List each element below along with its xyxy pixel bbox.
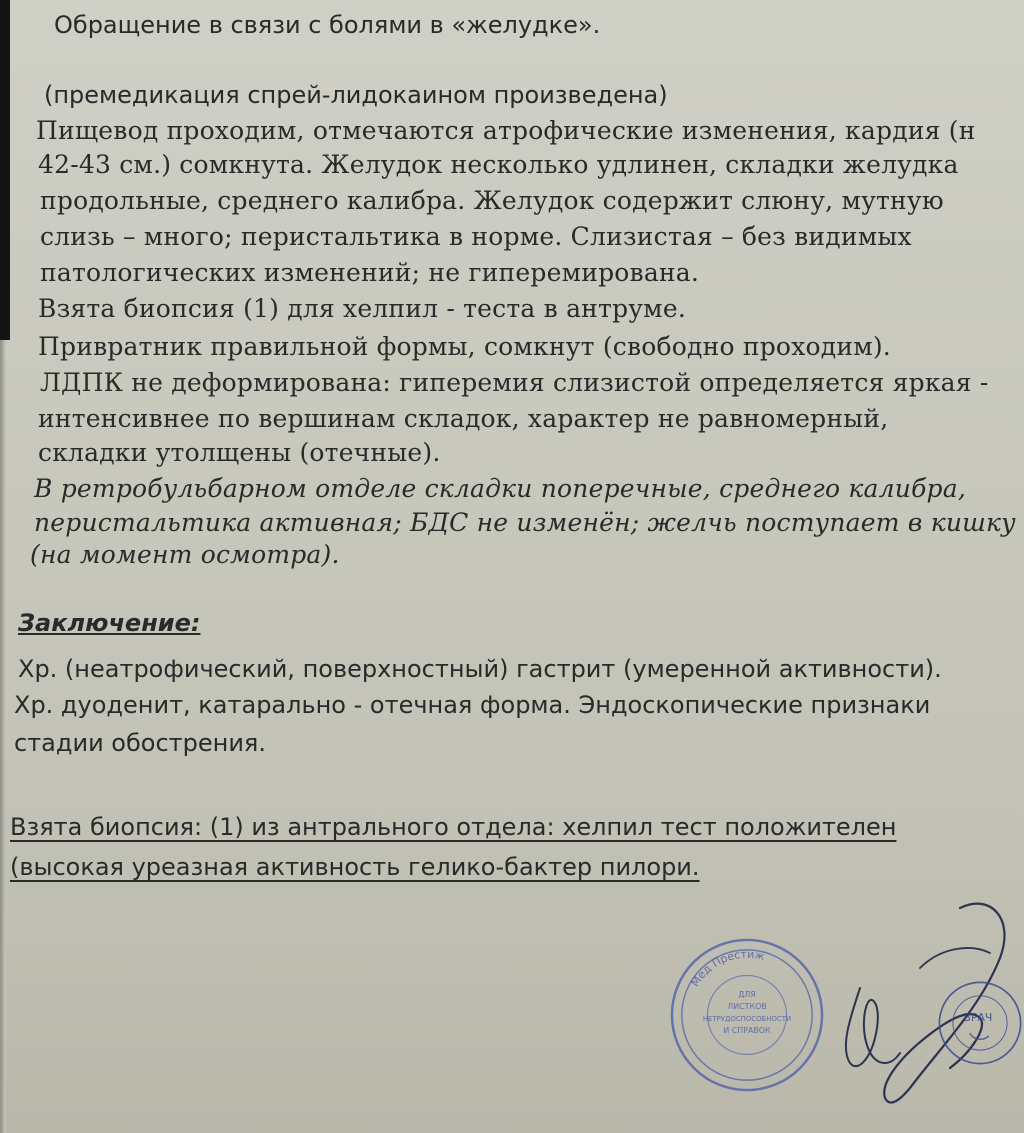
findings-line: Привратник правильной формы, сомкнут (свободно проходим). — [38, 332, 891, 361]
stamp-line: И СПРАВОК — [723, 1025, 771, 1035]
conclusion-line: Хр. (неатрофический, поверхностный) гастрит (умеренной активности). — [18, 655, 942, 683]
conclusion-line: Хр. дуоденит, катарально - отечная форма. Эндоскопические признаки — [14, 691, 931, 719]
conclusion-line: стадии обострения. — [14, 729, 266, 757]
retrobulbar-line: перистальтика активная; БДС не изменён; желчь поступает в кишку — [34, 508, 1016, 537]
doctor-stamp — [936, 958, 1024, 1088]
page-edge-shadow — [0, 0, 10, 340]
biopsy-result-line: Взята биопсия: (1) из антрального отдела: хелпил тест положителен — [10, 813, 897, 841]
findings-line: интенсивнее по вершинам складок, характер не равномерный, — [38, 404, 889, 433]
stamp-line: НЕТРУДОСПОСОБНОСТИ — [702, 1014, 792, 1023]
retrobulbar-line: (на момент осмотра). — [30, 540, 340, 569]
stamp-ring-text: Мед Престиж — [688, 947, 766, 989]
intro-line: Обращение в связи с болями в «желудке». — [54, 11, 601, 39]
svg-text:Мед Престиж — [688, 948, 766, 989]
findings-line: слизь – много; перистальтика в норме. Слизистая – без видимых — [40, 222, 912, 251]
page-edge-shadow-lower — [0, 340, 6, 1133]
findings-line: складки утолщены (отечные). — [38, 438, 441, 467]
biopsy-result-line: (высокая уреазная активность гелико-бактер пилори. — [10, 853, 700, 881]
stamp-line: ДЛЯ — [738, 990, 756, 1000]
stamp-line: ЛИСТКОВ — [727, 1002, 767, 1012]
doctor-stamp-word: ВРАЧ — [963, 1010, 993, 1024]
findings-line: Пищевод проходим, отмечаются атрофические изменения, кардия (н — [36, 116, 976, 145]
retrobulbar-line: В ретробульбарном отделе складки поперечные, среднего калибра, — [34, 474, 966, 503]
clinic-stamp — [668, 936, 826, 1094]
findings-line: патологических изменений; не гиперемирована. — [40, 258, 700, 287]
findings-line: 42-43 см.) сомкнута. Желудок несколько удлинен, складки желудка — [38, 150, 959, 179]
findings-line: Взята биопсия (1) для хелпил - теста в антруме. — [38, 294, 686, 323]
conclusion-heading: Заключение: — [18, 609, 201, 637]
findings-line: ЛДПК не деформирована: гиперемия слизистой определяется яркая - — [40, 368, 989, 397]
premedication-line: (премедикация спрей-лидокаином произведена) — [44, 81, 668, 109]
findings-line: продольные, среднего калибра. Желудок содержит слюну, мутную — [40, 186, 944, 215]
